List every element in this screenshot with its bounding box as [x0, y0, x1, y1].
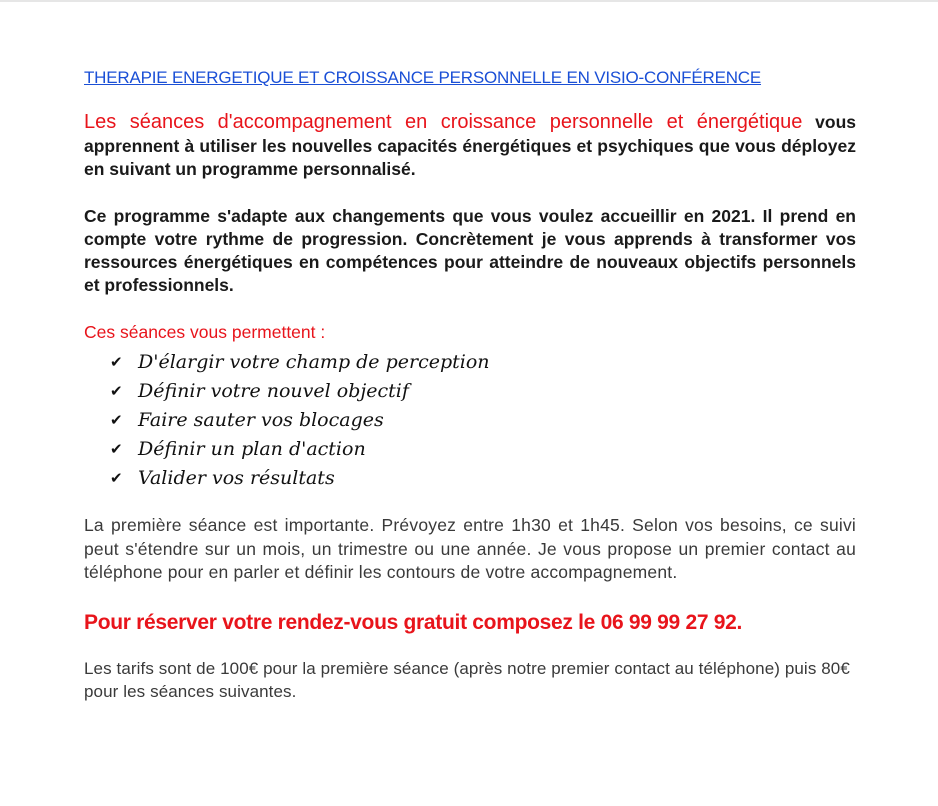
- list-item-label: Définir un plan d'action: [138, 438, 366, 460]
- list-item: [110, 348, 856, 377]
- intro-lead-text: Les séances d'accompagnement en croissance personnelle et énergétique: [84, 111, 803, 133]
- list-item-label: D'élargir votre champ de perception: [138, 351, 490, 373]
- intro-paragraph: [84, 110, 856, 181]
- pricing-paragraph: Les tarifs sont de 100€ pour la première séance (après notre premier contact au téléphone) puis 80€ pour les séances suivantes.: [84, 658, 850, 701]
- program-paragraph: Ce programme s'adapte aux changements que vous voulez accueillir en 2021. Il prend en compte votre rythme de progression. Concrètement je vous apprends à transformer vos ressources énergétiques en compétences pour atteindre de nouveaux objectifs personnels et professionnels.: [84, 206, 856, 295]
- intro-rest-text: vous apprennent à utiliser les nouvelles capacités énergétiques et psychiques que vous déployez en suivant un programme personnalisé.: [84, 112, 856, 179]
- list-item: [110, 435, 856, 464]
- list-item-label: Valider vos résultats: [138, 467, 335, 489]
- page-title[interactable]: THERAPIE ENERGETIQUE ET CROISSANCE PERSONNELLE EN VISIO-CONFÉRENCE: [84, 68, 762, 87]
- list-item-label: Définir votre nouvel objectif: [138, 380, 409, 402]
- checkmark-icon: ✔: [110, 469, 123, 487]
- list-item: [110, 377, 856, 406]
- list-item: [110, 464, 856, 493]
- checkmark-icon: ✔: [110, 440, 123, 458]
- list-item: [110, 406, 856, 435]
- document-page: [84, 66, 856, 704]
- checkmark-icon: ✔: [110, 411, 123, 429]
- checkmark-icon: ✔: [110, 353, 123, 371]
- checkmark-icon: ✔: [110, 382, 123, 400]
- list-item-label: Faire sauter vos blocages: [138, 409, 384, 431]
- page-top-border: [0, 0, 938, 2]
- booking-call-to-action: Pour réserver votre rendez-vous gratuit composez le 06 99 99 27 92.: [84, 610, 743, 634]
- benefits-title: Ces séances vous permettent :: [84, 322, 326, 342]
- benefits-list: [84, 348, 856, 493]
- first-session-paragraph: La première séance est importante. Prévoyez entre 1h30 et 1h45. Selon vos besoins, ce suivi peut s'étendre sur un mois, un trimestre ou une année. Je vous propose un premier contact au téléphone pour en parler et définir les contours de votre accompagnement.: [84, 515, 856, 582]
